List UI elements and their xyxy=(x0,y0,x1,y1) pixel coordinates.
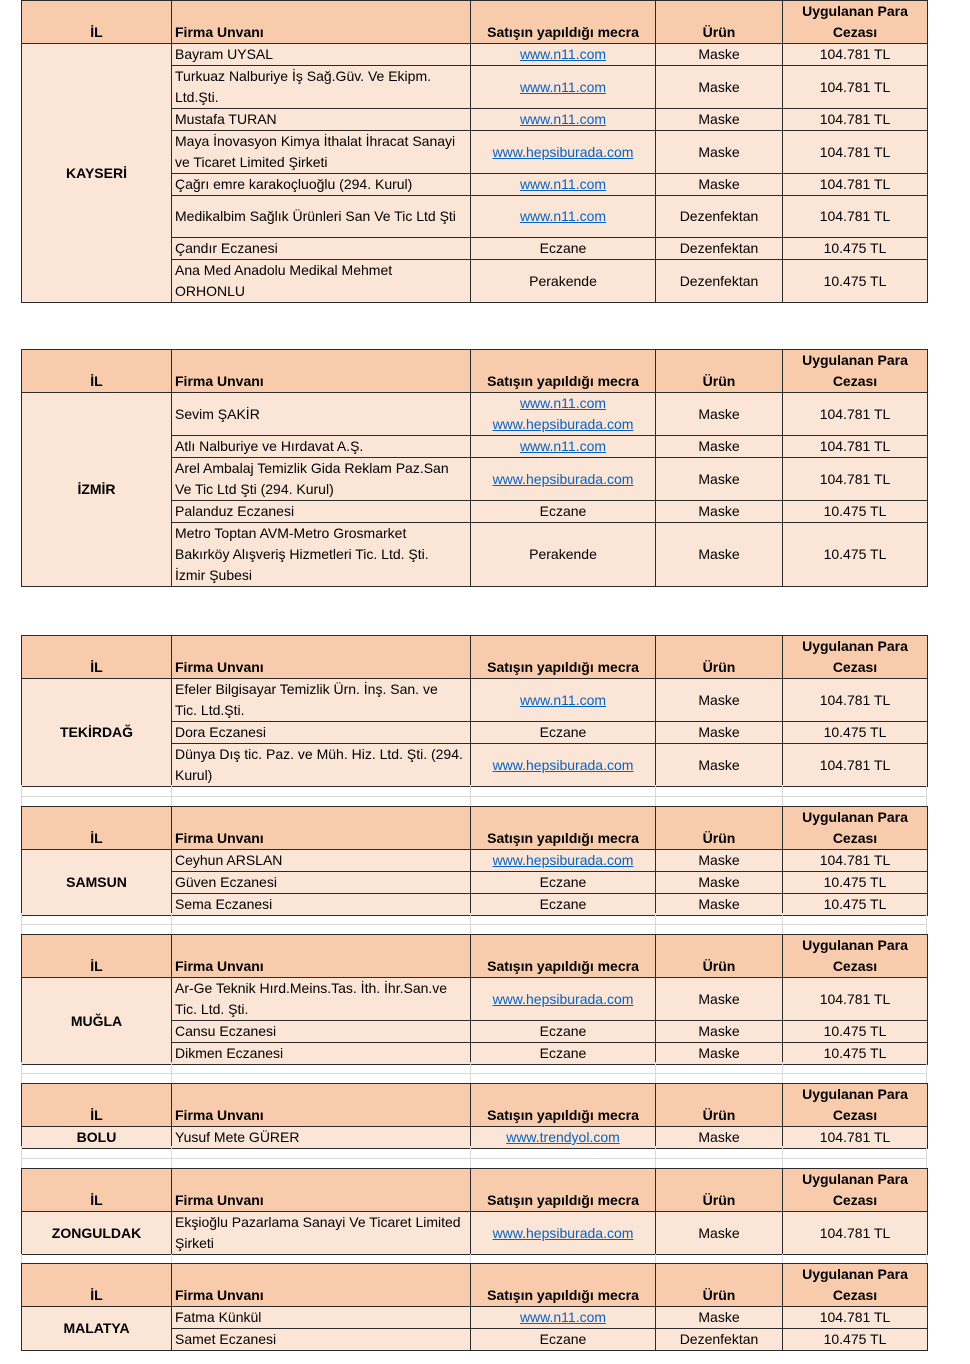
province-table xyxy=(21,635,928,787)
penalty-amount: 10.475 TL xyxy=(783,1329,928,1351)
company-name-text: Fatma Künkül xyxy=(175,1309,262,1325)
header-il: İL xyxy=(22,636,172,679)
company-name xyxy=(172,722,471,744)
header-ceza-line2: Cezası xyxy=(832,373,878,389)
penalty-amount: 104.781 TL xyxy=(783,196,928,238)
sales-channel-link[interactable]: www.hepsiburada.com xyxy=(492,143,634,160)
company-name xyxy=(172,196,471,238)
product: Maske xyxy=(656,850,783,872)
header-ceza xyxy=(783,1084,928,1127)
sales-channel-text: Eczane xyxy=(539,724,587,740)
table-row xyxy=(22,393,928,436)
sales-channel[interactable] xyxy=(471,1212,656,1255)
sales-channel xyxy=(471,238,656,260)
province-name: İZMİR xyxy=(22,393,172,587)
sheet-gridline-gap xyxy=(21,1254,927,1263)
sales-channel[interactable] xyxy=(471,44,656,66)
company-name-text: Kurul) xyxy=(175,767,213,783)
company-name-text: Ekşioğlu Pazarlama Sanayi Ve Ticaret Limited xyxy=(175,1214,461,1230)
province-table xyxy=(21,1083,928,1149)
product: Maske xyxy=(656,523,783,587)
company-name-text: Yusuf Mete GÜRER xyxy=(175,1129,300,1145)
product: Maske xyxy=(656,131,783,174)
product: Maske xyxy=(656,458,783,501)
header-urun: Ürün xyxy=(656,1084,783,1127)
product: Maske xyxy=(656,393,783,436)
sales-channel-link[interactable]: www.n11.com xyxy=(519,438,607,454)
sheet-gridline xyxy=(470,1254,471,1263)
table-header-row xyxy=(22,636,928,679)
sales-channel-text: Perakende xyxy=(529,272,597,289)
province-name: TEKİRDAĞ xyxy=(22,679,172,787)
header-mecra: Satışın yapıldığı mecra xyxy=(471,350,656,393)
province-name: SAMSUN xyxy=(22,850,172,916)
company-name-text: Ana Med Anadolu Medikal Mehmet xyxy=(175,262,393,278)
sales-channel-text: Eczane xyxy=(539,1023,587,1039)
header-ceza-line2: Cezası xyxy=(832,1192,878,1208)
header-ceza xyxy=(783,1,928,44)
company-name xyxy=(172,1021,471,1043)
sales-channel[interactable] xyxy=(471,679,656,722)
sales-channel-link[interactable]: www.n11.com xyxy=(519,1309,607,1325)
penalty-amount: 10.475 TL xyxy=(783,501,928,523)
province-table xyxy=(21,934,928,1065)
sheet-gridline-gap xyxy=(21,785,927,806)
header-ceza-line1: Uygulanan Para xyxy=(802,3,908,19)
company-name xyxy=(172,523,471,587)
province-table xyxy=(21,1263,928,1351)
sales-channel[interactable] xyxy=(471,458,656,501)
company-name-text: İzmir Şubesi xyxy=(175,567,253,583)
company-name xyxy=(172,978,471,1021)
province-table xyxy=(21,349,928,587)
sales-channel-link[interactable]: www.hepsiburada.com xyxy=(492,416,634,432)
header-ceza-line2: Cezası xyxy=(832,958,878,974)
sheet-gridline xyxy=(171,1146,172,1168)
penalty-amount: 104.781 TL xyxy=(783,109,928,131)
product: Dezenfektan xyxy=(656,260,783,303)
table-header-row xyxy=(22,1084,928,1127)
company-name-text: Şirketi xyxy=(175,1235,214,1251)
company-name xyxy=(172,850,471,872)
table-row xyxy=(22,1212,928,1255)
sales-channel xyxy=(471,872,656,894)
header-il: İL xyxy=(22,350,172,393)
company-name-text: Mustafa TURAN xyxy=(175,111,277,127)
header-urun: Ürün xyxy=(656,1169,783,1212)
table-row xyxy=(22,44,928,66)
header-ceza-line2: Cezası xyxy=(832,1287,878,1303)
product: Maske xyxy=(656,109,783,131)
company-name xyxy=(172,260,471,303)
company-name-text: Sevim ŞAKİR xyxy=(175,405,260,422)
header-firma: Firma Unvanı xyxy=(172,1084,471,1127)
sales-channel-text: Eczane xyxy=(539,874,587,890)
header-urun: Ürün xyxy=(656,1264,783,1307)
header-urun: Ürün xyxy=(656,636,783,679)
province-name: MUĞLA xyxy=(22,978,172,1065)
company-name-text: Metro Toptan AVM-Metro Grosmarket xyxy=(175,525,407,541)
product: Maske xyxy=(656,894,783,916)
company-name xyxy=(172,744,471,787)
product: Maske xyxy=(656,436,783,458)
company-name xyxy=(172,174,471,196)
header-firma: Firma Unvanı xyxy=(172,636,471,679)
sales-channel-text: Eczane xyxy=(539,1331,587,1347)
header-ceza-line2: Cezası xyxy=(832,1107,878,1123)
header-ceza xyxy=(783,636,928,679)
penalty-amount: 10.475 TL xyxy=(783,894,928,916)
header-il: İL xyxy=(22,1084,172,1127)
header-il: İL xyxy=(22,807,172,850)
table-row xyxy=(22,679,928,722)
company-name-text: Bayram UYSAL xyxy=(175,46,274,62)
product: Maske xyxy=(656,978,783,1021)
header-ceza-line2: Cezası xyxy=(832,24,878,40)
province-name: ZONGULDAK xyxy=(22,1212,172,1255)
company-name-text: Dikmen Eczanesi xyxy=(175,1045,284,1061)
table-row xyxy=(22,1307,928,1329)
sheet-gridline xyxy=(21,1073,927,1074)
header-ceza-line2: Cezası xyxy=(832,659,878,675)
product: Maske xyxy=(656,1127,783,1149)
header-urun: Ürün xyxy=(656,935,783,978)
header-mecra: Satışın yapıldığı mecra xyxy=(471,1169,656,1212)
sheet-gridline-gap xyxy=(21,1146,927,1168)
sales-channel xyxy=(471,501,656,523)
header-firma: Firma Unvanı xyxy=(172,935,471,978)
company-name-text: Atlı Nalburiye ve Hırdavat A.Ş. xyxy=(175,438,364,454)
sheet-gridline xyxy=(21,1146,22,1168)
header-mecra: Satışın yapıldığı mecra xyxy=(471,636,656,679)
header-mecra: Satışın yapıldığı mecra xyxy=(471,807,656,850)
company-name-text: Tic. Ltd. Şti. xyxy=(175,1001,249,1017)
header-firma: Firma Unvanı xyxy=(172,1264,471,1307)
penalty-amount: 104.781 TL xyxy=(783,1307,928,1329)
company-name-text: Çandır Eczanesi xyxy=(175,240,278,256)
product: Maske xyxy=(656,501,783,523)
header-ceza-line1: Uygulanan Para xyxy=(802,352,908,368)
company-name-text: ve Ticaret Limited Şirketi xyxy=(175,154,328,170)
sales-channel xyxy=(471,722,656,744)
table-header-row xyxy=(22,1,928,44)
company-name xyxy=(172,66,471,109)
product: Maske xyxy=(656,722,783,744)
penalty-amount: 104.781 TL xyxy=(783,66,928,109)
company-name xyxy=(172,238,471,260)
company-name-text: Medikalbim Sağlık Ürünleri San Ve Tic Ltd Şti xyxy=(175,208,456,224)
table-header-row xyxy=(22,807,928,850)
header-ceza-line2: Cezası xyxy=(832,830,878,846)
company-name xyxy=(172,458,471,501)
sheet-gridline-gap xyxy=(21,913,927,934)
penalty-amount: 104.781 TL xyxy=(783,44,928,66)
header-urun: Ürün xyxy=(656,807,783,850)
product: Maske xyxy=(656,744,783,787)
sales-channel-link[interactable]: www.hepsiburada.com xyxy=(492,990,634,1007)
sales-channel-text: Eczane xyxy=(539,240,587,256)
sales-channel[interactable] xyxy=(471,393,656,436)
sales-channel-link[interactable]: www.n11.com xyxy=(519,111,607,127)
table-header-row xyxy=(22,1169,928,1212)
sheet-gridline xyxy=(655,1254,656,1263)
sheet-gridline xyxy=(21,1158,927,1159)
table-row xyxy=(22,978,928,1021)
header-firma: Firma Unvanı xyxy=(172,350,471,393)
sheet-gridline xyxy=(655,1146,656,1168)
header-ceza xyxy=(783,935,928,978)
penalty-amount: 104.781 TL xyxy=(783,1127,928,1149)
company-name xyxy=(172,501,471,523)
sales-channel-link[interactable]: www.hepsiburada.com xyxy=(492,1224,634,1241)
product: Maske xyxy=(656,872,783,894)
table-header-row xyxy=(22,1264,928,1307)
sales-channel[interactable] xyxy=(471,174,656,196)
penalty-amount: 104.781 TL xyxy=(783,978,928,1021)
company-name xyxy=(172,679,471,722)
sales-channel[interactable] xyxy=(471,109,656,131)
company-name-text: Ar-Ge Teknik Hırd.Meins.Tas. İth. İhr.San.ve xyxy=(175,980,448,996)
company-name-text: Dünya Dış tic. Paz. ve Müh. Hiz. Ltd. Şti. (294. xyxy=(175,746,463,762)
penalty-amount: 10.475 TL xyxy=(783,722,928,744)
company-name-text: Ve Tic Ltd Şti (294. Kurul) xyxy=(175,481,334,497)
company-name-text: Cansu Eczanesi xyxy=(175,1023,277,1039)
product: Dezenfektan xyxy=(656,1329,783,1351)
sales-channel-link[interactable]: www.n11.com xyxy=(519,395,607,411)
header-urun: Ürün xyxy=(656,1,783,44)
sales-channel[interactable] xyxy=(471,1307,656,1329)
company-name-text: Ltd.Şti. xyxy=(175,89,219,105)
sales-channel-link[interactable]: www.n11.com xyxy=(519,176,607,192)
penalty-amount: 104.781 TL xyxy=(783,458,928,501)
company-name-text: Palanduz Eczanesi xyxy=(175,503,295,519)
header-mecra: Satışın yapıldığı mecra xyxy=(471,1,656,44)
company-name xyxy=(172,872,471,894)
product: Maske xyxy=(656,1212,783,1255)
header-ceza-line1: Uygulanan Para xyxy=(802,638,908,654)
company-name-text: Dora Eczanesi xyxy=(175,724,267,740)
header-mecra: Satışın yapıldığı mecra xyxy=(471,1084,656,1127)
header-mecra: Satışın yapıldığı mecra xyxy=(471,1264,656,1307)
penalty-amount: 104.781 TL xyxy=(783,174,928,196)
header-ceza-line1: Uygulanan Para xyxy=(802,1266,908,1282)
sales-channel[interactable] xyxy=(471,131,656,174)
penalty-amount: 104.781 TL xyxy=(783,679,928,722)
company-name xyxy=(172,393,471,436)
product: Maske xyxy=(656,1307,783,1329)
province-table xyxy=(21,806,928,916)
sales-channel[interactable] xyxy=(471,850,656,872)
sheet-gridline xyxy=(470,1146,471,1168)
sales-channel[interactable] xyxy=(471,196,656,238)
province-table xyxy=(21,1168,928,1255)
penalty-amount: 10.475 TL xyxy=(783,1021,928,1043)
header-il: İL xyxy=(22,1,172,44)
company-name xyxy=(172,436,471,458)
header-firma: Firma Unvanı xyxy=(172,1169,471,1212)
product: Dezenfektan xyxy=(656,238,783,260)
company-name xyxy=(172,1212,471,1255)
sheet-gridline xyxy=(782,1146,783,1168)
header-ceza-line1: Uygulanan Para xyxy=(802,1086,908,1102)
company-name xyxy=(172,1329,471,1351)
sales-channel-link[interactable]: www.n11.com xyxy=(519,691,607,708)
header-ceza-line1: Uygulanan Para xyxy=(802,1171,908,1187)
company-name-text: Arel Ambalaj Temizlik Gida Reklam Paz.San xyxy=(175,460,449,476)
company-name xyxy=(172,44,471,66)
penalty-amount: 10.475 TL xyxy=(783,872,928,894)
table-header-row xyxy=(22,350,928,393)
product: Maske xyxy=(656,44,783,66)
sales-channel-link[interactable]: www.hepsiburada.com xyxy=(492,756,634,773)
sales-channel-text: Eczane xyxy=(539,503,587,519)
sales-channel[interactable] xyxy=(471,744,656,787)
penalty-amount: 104.781 TL xyxy=(783,850,928,872)
sales-channel-link[interactable]: www.n11.com xyxy=(519,46,607,62)
header-ceza xyxy=(783,350,928,393)
penalty-amount: 10.475 TL xyxy=(783,1043,928,1065)
product: Maske xyxy=(656,66,783,109)
header-ceza-line1: Uygulanan Para xyxy=(802,809,908,825)
penalty-amount: 104.781 TL xyxy=(783,436,928,458)
product: Maske xyxy=(656,679,783,722)
company-name xyxy=(172,1307,471,1329)
penalty-amount: 10.475 TL xyxy=(783,523,928,587)
penalty-amount: 10.475 TL xyxy=(783,260,928,303)
table-row xyxy=(22,850,928,872)
company-name-text: Samet Eczanesi xyxy=(175,1331,277,1347)
company-name-text: Çağrı emre karakoçluoğlu (294. Kurul) xyxy=(175,176,413,192)
header-ceza xyxy=(783,1264,928,1307)
sales-channel-text: Perakende xyxy=(529,546,597,562)
header-il: İL xyxy=(22,1169,172,1212)
sheet-gridline xyxy=(21,924,927,925)
product: Maske xyxy=(656,174,783,196)
sales-channel xyxy=(471,523,656,587)
sales-channel[interactable] xyxy=(471,66,656,109)
company-name-text: Turkuaz Nalburiye İş Sağ.Güv. Ve Ekipm. xyxy=(175,68,431,84)
company-name xyxy=(172,131,471,174)
province-name: KAYSERİ xyxy=(22,44,172,303)
header-ceza xyxy=(783,807,928,850)
sales-channel xyxy=(471,260,656,303)
header-firma: Firma Unvanı xyxy=(172,807,471,850)
sheet-gridline xyxy=(171,1254,172,1263)
company-name xyxy=(172,109,471,131)
sales-channel xyxy=(471,1329,656,1351)
sheet-gridline xyxy=(926,1146,927,1168)
header-urun: Ürün xyxy=(656,350,783,393)
penalty-amount: 104.781 TL xyxy=(783,1212,928,1255)
header-il: İL xyxy=(22,935,172,978)
company-name-text: Maya İnovasyon Kimya İthalat İhracat Sanayi xyxy=(175,133,456,149)
product: Dezenfektan xyxy=(656,196,783,238)
sales-channel-text: Eczane xyxy=(539,896,587,912)
sales-channel[interactable] xyxy=(471,978,656,1021)
penalty-amount: 10.475 TL xyxy=(783,238,928,260)
sheet-gridline xyxy=(926,1254,927,1263)
sales-channel-text: Eczane xyxy=(539,1045,587,1061)
sheet-gridline xyxy=(782,1254,783,1263)
company-name-text: Tic. Ltd.Şti. xyxy=(175,702,245,718)
sales-channel-link[interactable]: www.trendyol.com xyxy=(506,1129,620,1145)
sheet-gridline xyxy=(21,796,927,797)
penalty-amount: 104.781 TL xyxy=(783,744,928,787)
company-name-text: ORHONLU xyxy=(175,283,246,299)
sales-channel-link[interactable]: www.hepsiburada.com xyxy=(492,470,634,487)
penalty-amount: 104.781 TL xyxy=(783,131,928,174)
header-ceza xyxy=(783,1169,928,1212)
header-mecra: Satışın yapıldığı mecra xyxy=(471,935,656,978)
sheet-gridline-gap xyxy=(21,1062,927,1083)
product: Maske xyxy=(656,1021,783,1043)
sales-channel-link[interactable]: www.n11.com xyxy=(519,78,607,95)
product: Maske xyxy=(656,1043,783,1065)
sheet-gridline xyxy=(21,1254,22,1263)
sales-channel[interactable] xyxy=(471,436,656,458)
province-name: BOLU xyxy=(22,1127,172,1149)
company-name-text: Güven Eczanesi xyxy=(175,874,277,890)
header-il: İL xyxy=(22,1264,172,1307)
table-header-row xyxy=(22,935,928,978)
company-name-text: Bakırköy Alışveriş Hizmetleri Tic. Ltd. Şti. xyxy=(175,546,429,562)
company-name-text: Ceyhun ARSLAN xyxy=(175,852,283,868)
header-ceza-line1: Uygulanan Para xyxy=(802,937,908,953)
sales-channel-link[interactable]: www.hepsiburada.com xyxy=(492,852,634,868)
sales-channel xyxy=(471,1021,656,1043)
header-firma: Firma Unvanı xyxy=(172,1,471,44)
sales-channel-link[interactable]: www.n11.com xyxy=(519,208,607,224)
province-table xyxy=(21,0,928,303)
company-name-text: Sema Eczanesi xyxy=(175,896,273,912)
company-name-text: Efeler Bilgisayar Temizlik Ürn. İnş. San. ve xyxy=(175,681,438,697)
penalty-amount: 104.781 TL xyxy=(783,393,928,436)
province-name: MALATYA xyxy=(22,1307,172,1351)
